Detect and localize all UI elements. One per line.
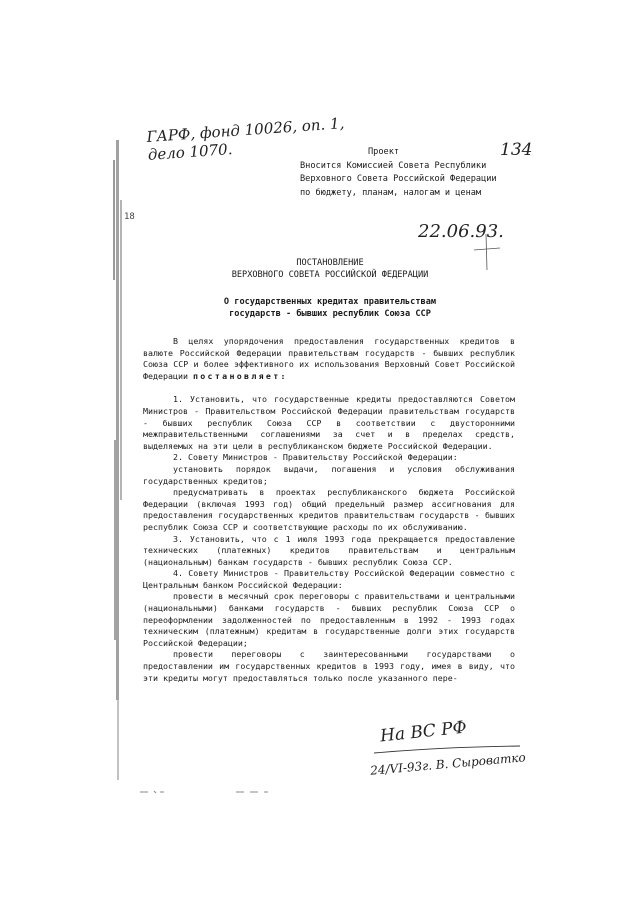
binding-edge bbox=[112, 140, 126, 780]
project-line: Верховного Совета Российской Федерации bbox=[300, 174, 497, 184]
paragraph: 4. Совету Министров - Правительству Российской Федерации совместно с Центральным банком Российской Федерации: bbox=[143, 568, 515, 590]
document-body bbox=[143, 336, 515, 684]
subject-line: государств - бывших республик Союза ССР bbox=[229, 309, 431, 319]
project-header bbox=[300, 146, 497, 200]
footer-note-line2: 24/VI-93г. В. Сыроватко bbox=[369, 750, 527, 778]
paragraph: 1. Установить, что государственные кредиты предоставляются Советом Министров - Правительством Российской Федерации правительствам государств - бывших республик Союза ССР в соответствии с двусторонними межправительственными соглашениями за счет и в пределах средств, выделяемых на эти цели в республиканском бюджете Российской Федерации. bbox=[143, 394, 515, 451]
preamble-text: В целях упорядочения предоставления государственных кредитов в валюте Российской Федерации правительствам государств - бывших республик Союза ССР и более эффективного их использования Верховный Совет Российской Федерации bbox=[143, 336, 515, 381]
project-line: по бюджету, планам, налогам и ценам bbox=[300, 187, 482, 198]
document-subject bbox=[140, 296, 520, 320]
project-label: Проект bbox=[368, 147, 400, 157]
paragraph: провести в месячный срок переговоры с правительствами и центральными (национальными) банками государств - бывших республик Союза ССР о переоформлении задолженностей по предоставленным в 1992 - 1993 годах техническим (платежным) кредитам в государственные долги этих государств Российской Федерации; bbox=[143, 591, 515, 648]
preamble bbox=[143, 336, 515, 382]
document-title bbox=[140, 257, 520, 281]
paragraph: установить порядок выдачи, погашения и условия обслуживания государственных кредитов; bbox=[143, 463, 515, 486]
archive-note-line2: дело 1070. bbox=[147, 140, 233, 164]
footer-note-line1: На ВС РФ bbox=[379, 717, 468, 747]
paragraph: 2. Совету Министров - Правительству Российской Федерации: bbox=[173, 452, 458, 463]
title-line: ПОСТАНОВЛЕНИЕ bbox=[296, 258, 364, 268]
sheet-number: 134 bbox=[500, 140, 533, 160]
title-line: ВЕРХОВНОГО СОВЕТА РОССИЙСКОЙ ФЕДЕРАЦИИ bbox=[231, 270, 429, 280]
paragraph: предусматривать в проектах республиканского бюджета Российской Федерации (включая 1993 год) общий предельный размер ассигнования для предоставления государственных кредитов правительствам государств - бывших республик Союза ССР и соответствующие расходы по их обслуживанию. bbox=[143, 487, 515, 532]
paragraph: провести переговоры с заинтересованными государствами о предоставлении им государственных кредитов в 1993 году, имея в виду, что эти кредиты могут предоставляться только после указанного пере- bbox=[143, 649, 515, 683]
margin-mark: 18 bbox=[124, 212, 135, 222]
subject-line: О государственных кредитах правительствам bbox=[223, 297, 437, 307]
handwritten-date: 22.06.93. bbox=[418, 221, 504, 242]
resolves-word: постановляет: bbox=[192, 370, 288, 381]
scan-artefact bbox=[140, 788, 280, 796]
paragraph: 3. Установить, что с 1 июля 1993 года прекращается предоставление технических (платежных) кредитов правительствам и центральным (национальным) банкам государств - бывших республик Союза ССР. bbox=[143, 533, 515, 567]
project-line: Вносится Комиссией Совета Республики bbox=[300, 160, 487, 171]
pen-mark bbox=[472, 232, 502, 272]
archive-note-line1: ГАРФ, фонд 10026, оп. 1, bbox=[146, 114, 345, 146]
